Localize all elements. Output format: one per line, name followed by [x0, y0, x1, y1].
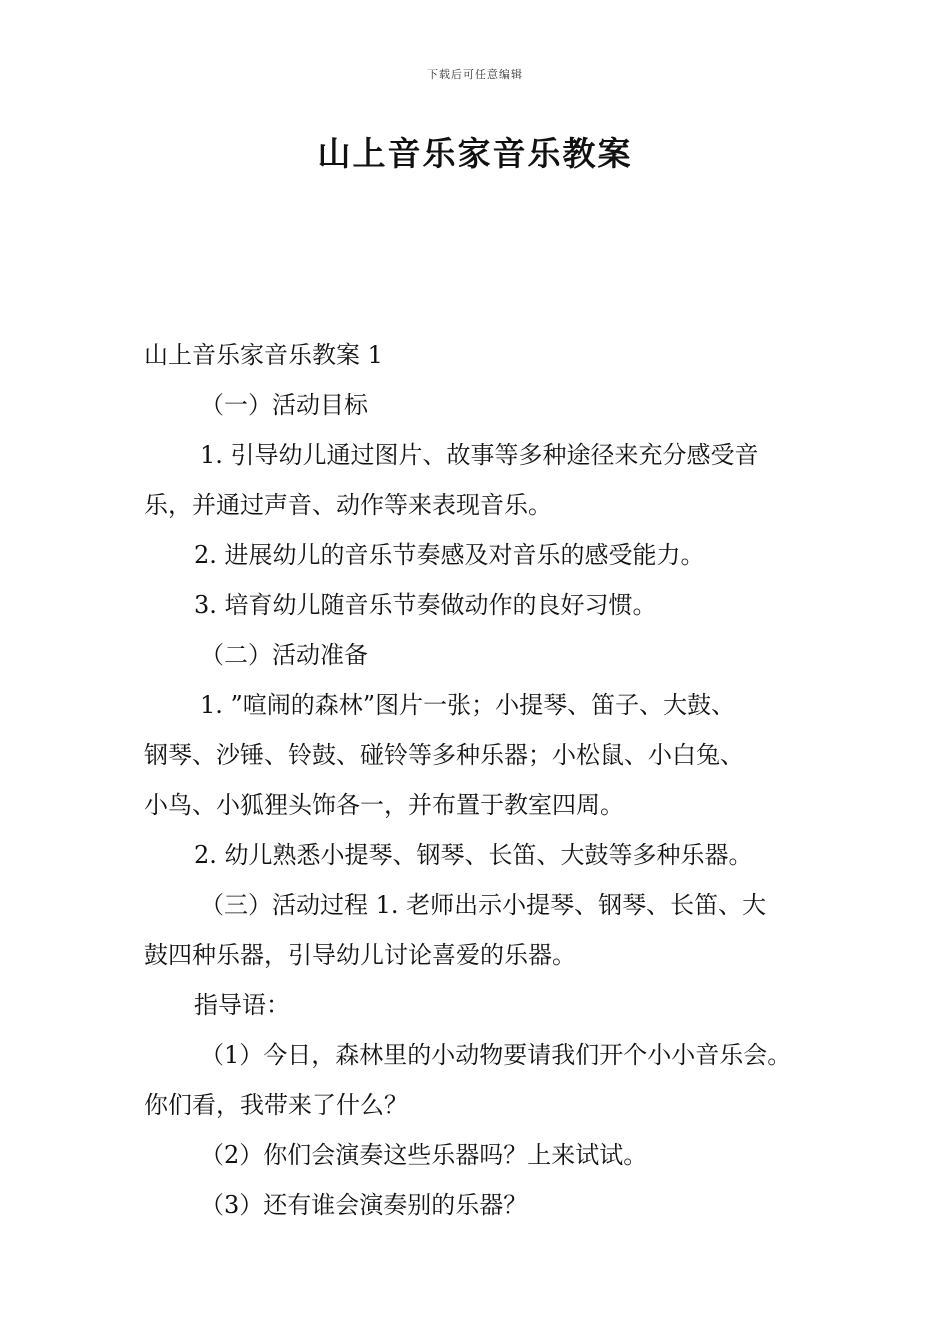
- header-note: 下载后可任意编辑: [427, 68, 523, 81]
- paragraph: （三）活动过程 1. 老师出示小提琴、钢琴、长笛、大: [200, 891, 767, 919]
- paragraph: （3）还有谁会演奏别的乐器？: [200, 1191, 528, 1219]
- document-body: [144, 330, 819, 1230]
- paragraph: 指导语：: [194, 991, 290, 1019]
- paragraph: 你们看，我带来了什么？: [144, 1091, 408, 1119]
- document-title: 山上音乐家音乐教案: [317, 134, 633, 173]
- paragraph: 1. ”喧闹的森林”图片一张；小提琴、笛子、大鼓、: [200, 691, 736, 719]
- paragraph: 鼓四种乐器，引导幼儿讨论喜爱的乐器。: [144, 941, 576, 969]
- paragraph: 小鸟、小狐狸头饰各一，并布置于教室四周。: [144, 791, 624, 819]
- paragraph: 1. 引导幼儿通过图片、故事等多种途径来充分感受音: [200, 441, 759, 469]
- paragraph: 乐，并通过声音、动作等来表现音乐。: [144, 491, 552, 519]
- paragraph: 钢琴、沙锤、铃鼓、碰铃等多种乐器；小松鼠、小白兔、: [144, 741, 744, 769]
- paragraph: （1）今日，森林里的小动物要请我们开个小小音乐会。: [200, 1041, 792, 1069]
- paragraph: 2. 幼儿熟悉小提琴、钢琴、长笛、大鼓等多种乐器。: [194, 841, 753, 869]
- paragraph: 3. 培育幼儿随音乐节奏做动作的良好习惯。: [194, 591, 657, 619]
- paragraph: （2）你们会演奏这些乐器吗？上来试试。: [200, 1141, 648, 1169]
- paragraph: 山上音乐家音乐教案 1: [144, 341, 383, 369]
- paragraph: （二）活动准备: [200, 641, 368, 669]
- paragraph: （一）活动目标: [200, 391, 368, 419]
- paragraph: 2. 进展幼儿的音乐节奏感及对音乐的感受能力。: [194, 541, 705, 569]
